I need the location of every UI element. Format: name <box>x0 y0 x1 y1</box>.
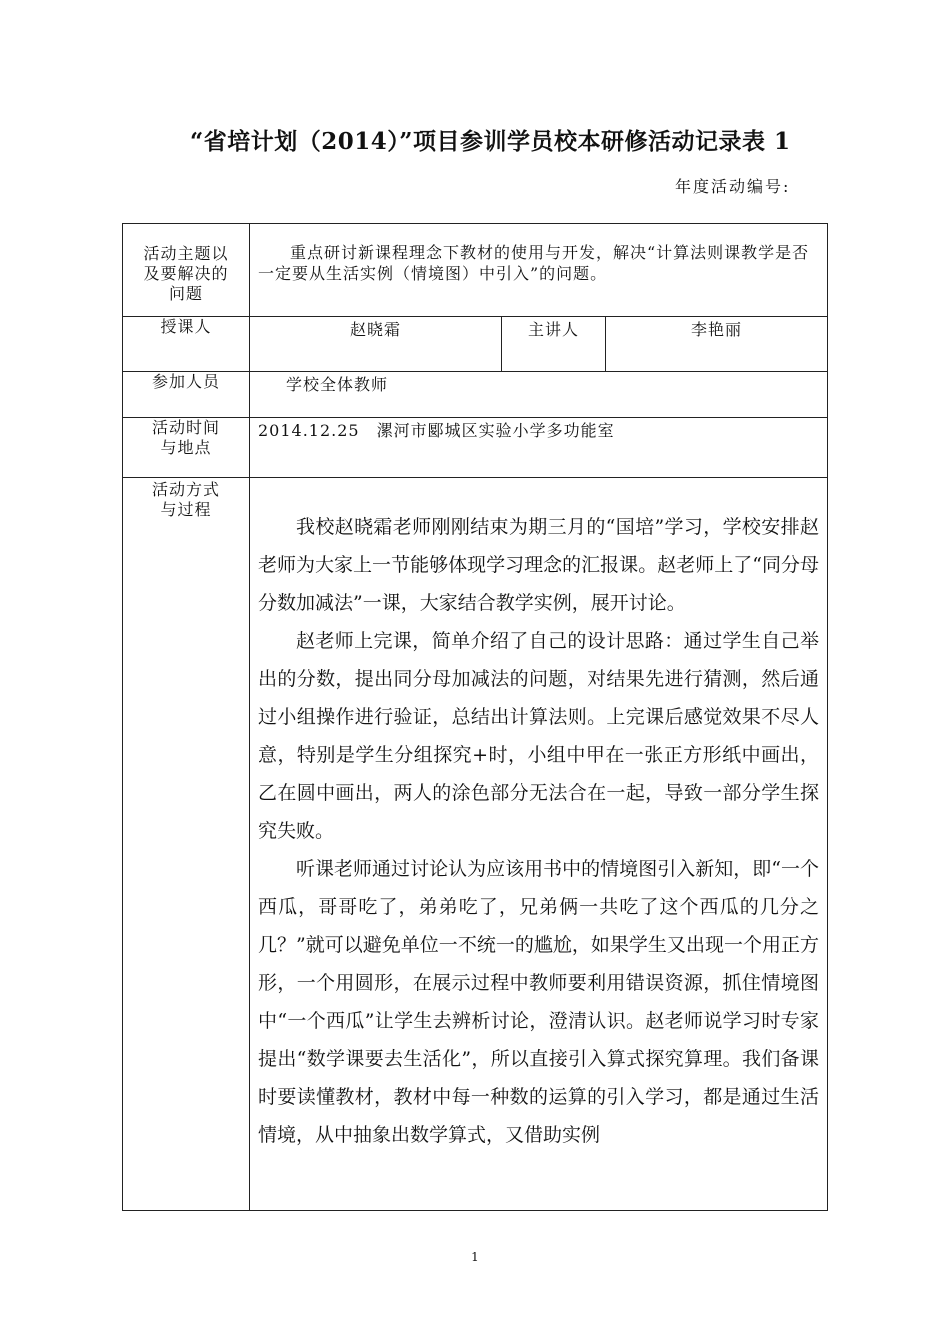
teacher-label: 授课人 <box>160 317 212 336</box>
speaker-label: 主讲人 <box>527 320 579 339</box>
speaker-value: 李艳丽 <box>690 320 742 339</box>
teacher-row <box>123 317 828 372</box>
process-row <box>123 478 828 1211</box>
participants-value: 学校全体教师 <box>286 375 389 394</box>
time-place-row <box>123 418 828 478</box>
process-paragraph: 赵老师上完课，简单介绍了自己的设计思路：通过学生自己举出的分数，提出同分母加减法的问题，对结果先进行猜测，然后通过小组操作进行验证，总结出计算法则。上完课后感觉效果不尽人意，特别是学生分组探究+时，小组中甲在一张正方形纸中画出，乙在圆中画出，两人的涂色部分无法合在一起，导致一部分学生探究失败。 <box>258 630 819 842</box>
teacher-value: 赵晓霜 <box>349 320 401 339</box>
record-table <box>122 223 828 1211</box>
topic-value: 重点研讨新课程理念下教材的使用与开发，解决“计算法则课教学是否一定要从生活实例（情境图）中引入”的问题。 <box>258 243 810 283</box>
activity-number-label: 年度活动编号: <box>675 177 791 196</box>
topic-label: 活动主题以及要解决的问题 <box>143 244 229 303</box>
time-place-label: 活动时间与地点 <box>151 418 220 457</box>
process-paragraph: 听课老师通过讨论认为应该用书中的情境图引入新知，即“一个西瓜，哥哥吃了，弟弟吃了，兄弟俩一共吃了这个西瓜的几分之几？”就可以避免单位一不统一的尴尬，如果学生又出现一个用正方形，一个用圆形，在展示过程中教师要利用错误资源，抓住情境图中“一个西瓜”让学生去辨析讨论，澄清认识。赵老师说学习时专家提出“数学课要去生活化”，所以直接引入算式探究算理。我们备课时要读懂教材，教材中每一种数的运算的引入学习，都是通过生活情境，从中抽象出数学算式，又借助实例 <box>258 858 819 1146</box>
participants-row <box>123 372 828 418</box>
page-number: 1 <box>471 1250 479 1264</box>
time-place-value: 2014.12.25 漯河市郾城区实验小学多功能室 <box>258 421 615 440</box>
process-paragraph: 我校赵晓霜老师刚刚结束为期三月的“国培”学习，学校安排赵老师为大家上一节能够体现学习理念的汇报课。赵老师上了“同分母分数加减法”一课，大家结合教学实例，展开讨论。 <box>258 516 819 614</box>
process-label: 活动方式与过程 <box>151 480 220 519</box>
document-title: “省培计划（2014）”项目参训学员校本研修活动记录表 1 <box>190 128 791 155</box>
process-body <box>250 478 827 1154</box>
participants-label: 参加人员 <box>151 372 220 391</box>
topic-row <box>123 224 828 317</box>
